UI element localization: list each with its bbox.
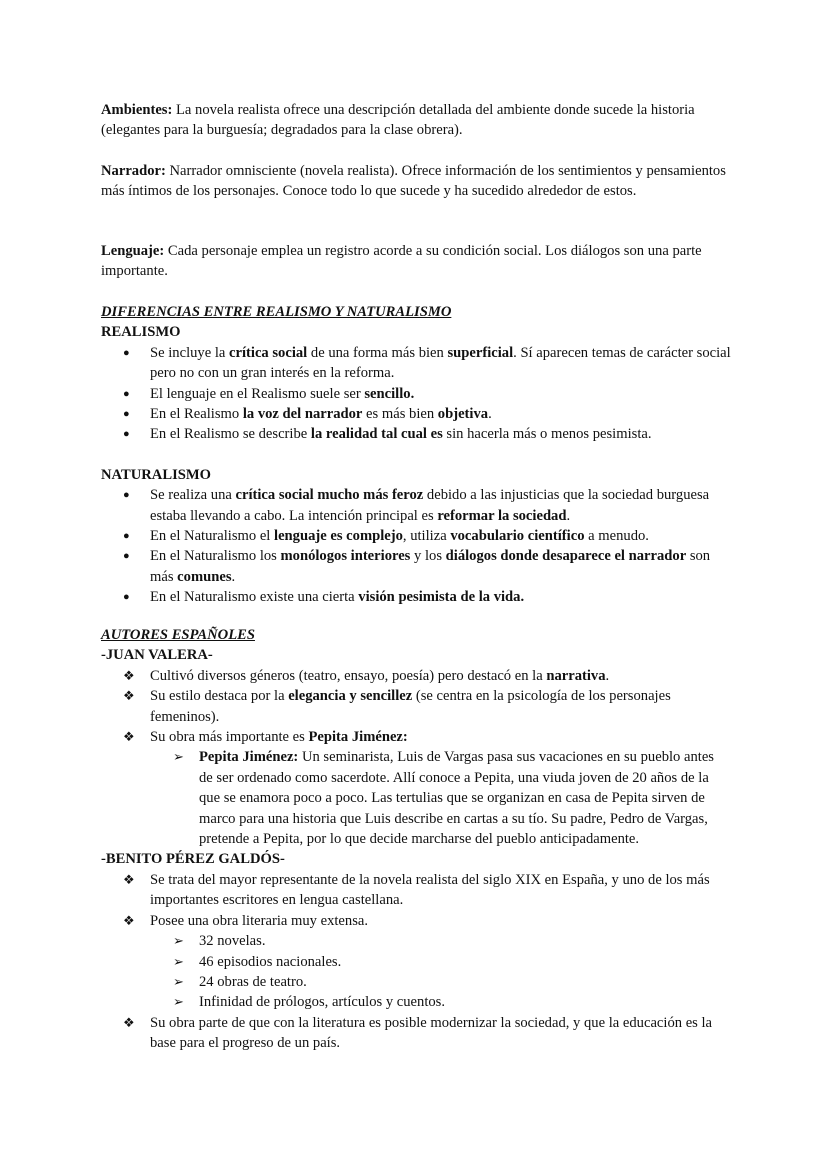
- text: es más bien: [362, 406, 438, 423]
- list-item: [101, 686, 731, 727]
- bullet-icon: ●: [123, 550, 130, 563]
- ambientes-text: La novela realista ofrece una descripción detallada del ambiente donde sucede la historia (elegantes para la burguesía; degradados para la clase obrera).: [101, 102, 695, 139]
- diamond-bullet-icon: ❖: [123, 871, 135, 887]
- naturalismo-heading: NATURALISMO: [101, 466, 212, 483]
- bold-text: elegancia y sencillez: [288, 688, 413, 705]
- text: debido a las injusticias que la sociedad burguesa estaba llevando a cabo. La intención principal es: [150, 487, 710, 524]
- diamond-bullet-icon: ❖: [123, 729, 135, 745]
- list-item: [101, 404, 731, 424]
- narrador-label: Narrador:: [101, 163, 166, 179]
- section-title-autores: AUTORES ESPAÑOLES: [101, 627, 255, 643]
- realismo-list: [101, 343, 731, 445]
- galdos-heading: -BENITO PÉREZ GALDÓS-: [101, 851, 285, 868]
- text: Su obra parte de que con la literatura es posible modernizar la sociedad, y que la educación es la base para el progreso de un país.: [150, 1014, 713, 1052]
- bold-text: la voz del narrador: [242, 406, 363, 423]
- bold-text: crítica social: [229, 344, 308, 361]
- list-item: [101, 587, 731, 607]
- text: son más: [150, 548, 711, 585]
- diamond-bullet-icon: ❖: [123, 912, 135, 928]
- list-item: [101, 424, 731, 444]
- galdos-sublist: [101, 931, 731, 1013]
- text: , utiliza: [402, 528, 451, 545]
- arrow-bullet-icon: ➢: [173, 953, 184, 969]
- text: Se realiza una: [150, 487, 236, 504]
- bold-text: lenguaje es complejo: [274, 528, 403, 545]
- bold-text: narrativa: [546, 667, 606, 684]
- arrow-bullet-icon: ➢: [173, 973, 184, 989]
- bold-text: crítica social mucho más feroz: [235, 487, 424, 504]
- diamond-bullet-icon: ❖: [123, 667, 135, 683]
- section-autores: [101, 625, 731, 1054]
- bullet-icon: ●: [123, 387, 130, 400]
- bold-text: monólogos interiores: [280, 548, 411, 565]
- bold-text: objetiva: [437, 406, 489, 423]
- list-item: [101, 384, 731, 404]
- valera-list: [101, 666, 731, 748]
- text: En el Realismo se describe: [150, 426, 311, 443]
- list-item: [101, 727, 731, 747]
- diamond-bullet-icon: ❖: [123, 1014, 135, 1030]
- bold-text: sencillo.: [364, 385, 415, 402]
- text: Su obra más importante es: [150, 729, 309, 746]
- text: Un seminarista, Luis de Vargas pasa sus vacaciones en su pueblo antes de ser ordenado como sacerdote. Allí conoce a Pepita, una viuda joven de 20 años de la que se enamora poco a poco. Las tertulias que se organizan en casa de Pepita sirven de marco para una historia que Luis describe en cartas a su tío. Su padre, Pedro de Vargas, pretende a Pepita, por lo que decide marcharse del pueblo anticipadamente.: [199, 749, 714, 848]
- list-item: [101, 992, 731, 1012]
- text: de una forma más bien: [307, 344, 448, 361]
- text: Infinidad de prólogos, artículos y cuentos.: [199, 994, 446, 1011]
- text: Se trata del mayor representante de la novela realista del siglo XIX en España, y uno de los más importantes escritores en lengua castellana.: [150, 871, 710, 909]
- text: (se centra en la psicología de los personajes femeninos).: [150, 688, 671, 725]
- realismo-heading: REALISMO: [101, 324, 181, 341]
- list-item: [101, 343, 731, 384]
- text: 24 obras de teatro.: [199, 973, 307, 990]
- text: En el Realismo: [150, 406, 243, 423]
- list-item: [101, 666, 731, 686]
- paragraph-narrador: [101, 161, 731, 202]
- text: sin hacerla más o menos pesimista.: [442, 426, 652, 443]
- bullet-icon: ●: [123, 489, 130, 502]
- list-item: [101, 952, 731, 972]
- text: Se incluye la: [150, 344, 230, 361]
- text: En el Naturalismo el: [150, 528, 275, 545]
- text: En el Naturalismo existe una cierta: [150, 589, 359, 606]
- text: y los: [410, 548, 446, 565]
- lenguaje-label: Lenguaje:: [101, 243, 165, 259]
- narrador-text: Narrador omnisciente (novela realista). Ofrece información de los sentimientos y pensamientos más íntimos de los personajes. Conoce todo lo que sucede y ha sucedido alrededor de estos.: [101, 163, 726, 200]
- list-item: [101, 485, 731, 526]
- galdos-list-a: [101, 870, 731, 931]
- list-item: [101, 972, 731, 992]
- bold-text: Pepita Jiménez:: [199, 749, 299, 766]
- bold-text: vocabulario científico: [450, 528, 585, 545]
- text: a menudo.: [584, 528, 649, 545]
- list-item: [101, 870, 731, 911]
- bullet-icon: ●: [123, 408, 130, 421]
- valera-heading: -JUAN VALERA-: [101, 647, 213, 664]
- text: Su estilo destaca por la: [150, 688, 289, 705]
- bold-text: comunes: [177, 568, 232, 585]
- text: .: [231, 568, 236, 585]
- paragraph-lenguaje: [101, 241, 731, 282]
- section-diferencias: [101, 302, 731, 608]
- bold-text: Pepita Jiménez:: [308, 729, 408, 746]
- text: Posee una obra literaria muy extensa.: [150, 912, 369, 929]
- bullet-icon: ●: [123, 591, 130, 604]
- list-item: [101, 546, 731, 587]
- bold-text: visión pesimista de la vida.: [358, 589, 525, 606]
- list-item: [101, 747, 731, 849]
- naturalismo-list: [101, 485, 731, 607]
- paragraph-ambientes: [101, 100, 731, 141]
- ambientes-label: Ambientes:: [101, 102, 173, 118]
- bullet-icon: ●: [123, 428, 130, 441]
- valera-sublist: [101, 747, 731, 849]
- section-title-diferencias: DIFERENCIAS ENTRE REALISMO Y NATURALISMO: [101, 304, 452, 320]
- bullet-icon: ●: [123, 346, 130, 359]
- list-item: [101, 526, 731, 546]
- text: . Sí aparecen temas de carácter social pero no con un gran interés en la reforma.: [150, 344, 731, 382]
- bold-text: diálogos donde desaparece el narrador: [445, 548, 687, 565]
- list-item: [101, 931, 731, 951]
- bold-text: la realidad tal cual es: [310, 426, 443, 443]
- text: 46 episodios nacionales.: [199, 953, 342, 970]
- list-item: [101, 1013, 731, 1054]
- text: 32 novelas.: [199, 933, 266, 950]
- arrow-bullet-icon: ➢: [173, 994, 184, 1010]
- galdos-list-b: [101, 1013, 731, 1054]
- arrow-bullet-icon: ➢: [173, 933, 184, 949]
- lenguaje-text: Cada personaje emplea un registro acorde a su condición social. Los diálogos son una parte importante.: [101, 243, 702, 280]
- text: .: [566, 507, 571, 524]
- list-item: [101, 911, 731, 931]
- text: El lenguaje en el Realismo suele ser: [150, 385, 365, 402]
- text: En el Naturalismo los: [150, 548, 281, 565]
- bold-text: superficial: [447, 344, 514, 361]
- bold-text: reformar la sociedad: [437, 507, 567, 524]
- diamond-bullet-icon: ❖: [123, 688, 135, 704]
- arrow-bullet-icon: ➢: [173, 749, 184, 765]
- text: .: [605, 667, 610, 684]
- bullet-icon: ●: [123, 530, 130, 543]
- text: Cultivó diversos géneros (teatro, ensayo, poesía) pero destacó en la: [150, 667, 547, 684]
- text: .: [488, 406, 492, 423]
